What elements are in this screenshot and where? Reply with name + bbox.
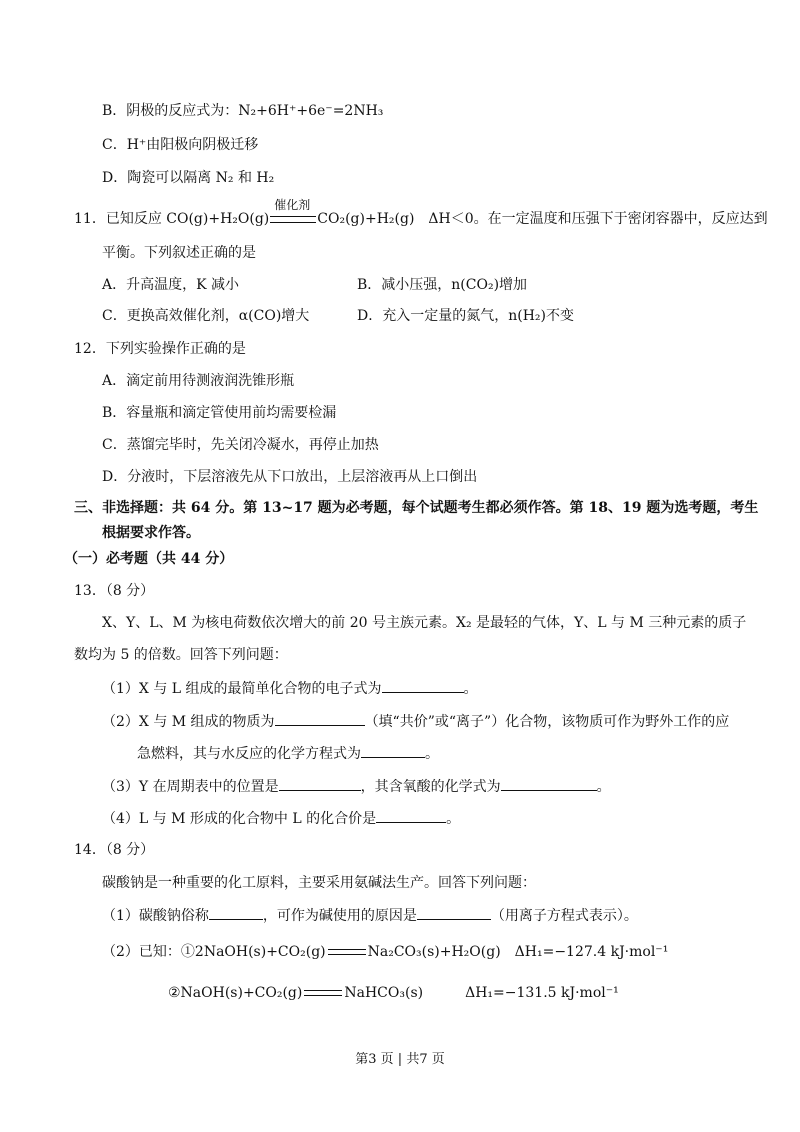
- q12-option-d: D．分液时，下层溶液先从下口放出，上层溶液再从上口倒出: [102, 469, 478, 485]
- q13-sub3-end: 。: [596, 779, 611, 795]
- q14-eq2-right: NaHCO₃(s) ΔH₁=−131.5 kJ·mol⁻¹: [344, 985, 619, 1001]
- q14-sub1-text-mid: ，可作为碱使用的原因是: [262, 908, 417, 924]
- q13-sub3-text: （3）Y 在周期表中的位置是: [102, 779, 279, 795]
- answer-blank[interactable]: [382, 678, 464, 693]
- page-footer: 第3 页 | 共7 页: [355, 1052, 445, 1067]
- q11-option-d: D．充入一定量的氮气，n(H₂)不变: [357, 308, 574, 324]
- catalyst-label: 催化剂: [274, 198, 311, 212]
- q13-sub2: [102, 711, 729, 732]
- section3-heading: 三、非选择题：共 64 分。第 13~17 题为必考题，每个试题考生都必须作答。第 18、19 题为选考题，考生: [74, 500, 759, 516]
- q14-sub2-eq2: [168, 983, 619, 1003]
- q11-stem-post: CO₂(g)+H₂(g) ΔH＜0。在一定温度和压强下于密闭容器中，反应达到: [317, 211, 768, 227]
- q10-option-c: C．H⁺由阳极向阴极迁移: [102, 137, 259, 153]
- q11-number: 11．: [74, 211, 106, 227]
- q13-sub2-text: （2）X 与 M 组成的物质为: [102, 714, 275, 730]
- q14-sub1-end: （用离子方程式表示）。: [490, 908, 638, 924]
- q13-sub1-end: 。: [463, 681, 478, 697]
- q12-option-c: C．蒸馏完毕时，先关闭冷凝水，再停止加热: [102, 437, 379, 453]
- q13-sub1: [102, 678, 478, 699]
- q14-paragraph: 碳酸钠是一种重要的化工原料，主要采用氨碱法生产。回答下列问题：: [102, 875, 536, 891]
- q13-sub1-text: （1）X 与 L 组成的最简单化合物的电子式为: [102, 681, 382, 697]
- q11-stem-pre: 已知反应 CO(g)+H₂O(g): [105, 211, 270, 227]
- q12-option-b: B．容量瓶和滴定管使用前均需要检漏: [102, 405, 337, 421]
- equals-double-line: [328, 949, 366, 955]
- q11-option-a: A．升高温度，K 减小: [102, 277, 240, 293]
- q13-sub4-text: （4）L 与 M 形成的化合物中 L 的化合价是: [102, 811, 377, 827]
- answer-blank[interactable]: [501, 776, 597, 791]
- q11-stem: [74, 198, 768, 229]
- q13-paragraph-line2: 数均为 5 的倍数。回答下列问题：: [74, 647, 288, 663]
- q13-sub3: [102, 776, 611, 797]
- q14-sub1: [102, 905, 638, 926]
- answer-blank[interactable]: [376, 808, 446, 823]
- answer-blank[interactable]: [209, 905, 263, 920]
- q12-stem: 12．下列实验操作正确的是: [74, 341, 246, 357]
- q13-paragraph: X、Y、L、M 为核电荷数依次增大的前 20 号主族元素。X₂ 是最轻的气体，Y、L 与 M 三种元素的质子: [102, 615, 747, 631]
- q12-option-a: A．滴定前用待测液润洗锥形瓶: [102, 373, 295, 389]
- q14-eq1-left: （2）已知：①2NaOH(s)+CO₂(g): [102, 944, 326, 960]
- q10-option-b: B．阴极的反应式为：N₂+6H⁺+6e⁻=2NH₃: [102, 103, 384, 119]
- q10-option-d: D．陶瓷可以隔离 N₂ 和 H₂: [102, 170, 275, 186]
- q13-sub2-line2: [137, 743, 439, 764]
- section3-subheading: （一）必考题（共 44 分）: [64, 551, 234, 567]
- catalyst-arrow: [269, 198, 317, 229]
- q11-stem-line2: 平衡。下列叙述正确的是: [102, 245, 256, 261]
- answer-blank[interactable]: [275, 711, 365, 726]
- answer-blank[interactable]: [361, 743, 425, 758]
- answer-blank[interactable]: [417, 905, 491, 920]
- q13-sub2-line2-text: 急燃料，其与水反应的化学方程式为: [137, 746, 361, 762]
- q14-sub2-eq1: [102, 942, 668, 962]
- q11-option-b: B．减小压强，n(CO₂)增加: [357, 277, 528, 293]
- q14-sub1-text: （1）碳酸钠俗称: [102, 908, 209, 924]
- answer-blank[interactable]: [279, 776, 361, 791]
- q14-eq1-right: Na₂CO₃(s)+H₂O(g) ΔH₁=−127.4 kJ·mol⁻¹: [367, 944, 669, 960]
- q13-heading: 13．（8 分）: [74, 583, 155, 599]
- q13-sub2-line2-end: 。: [425, 746, 439, 762]
- equals-double-line: [270, 216, 316, 223]
- q13-sub3-text-mid: ，其含氧酸的化学式为: [360, 779, 501, 795]
- q11-option-c: C．更换高效催化剂，α(CO)增大: [102, 308, 310, 324]
- equals-double-line: [304, 990, 342, 996]
- section3-heading-line2: 根据要求作答。: [102, 525, 200, 541]
- q13-sub2-text-post: （填“共价”或“离子”）化合物，该物质可作为野外工作的应: [364, 714, 730, 730]
- q14-heading: 14．（8 分）: [74, 842, 155, 858]
- q13-sub4-end: 。: [446, 811, 461, 827]
- q13-sub4: [102, 808, 460, 829]
- q14-eq2-left: ②NaOH(s)+CO₂(g): [168, 985, 303, 1001]
